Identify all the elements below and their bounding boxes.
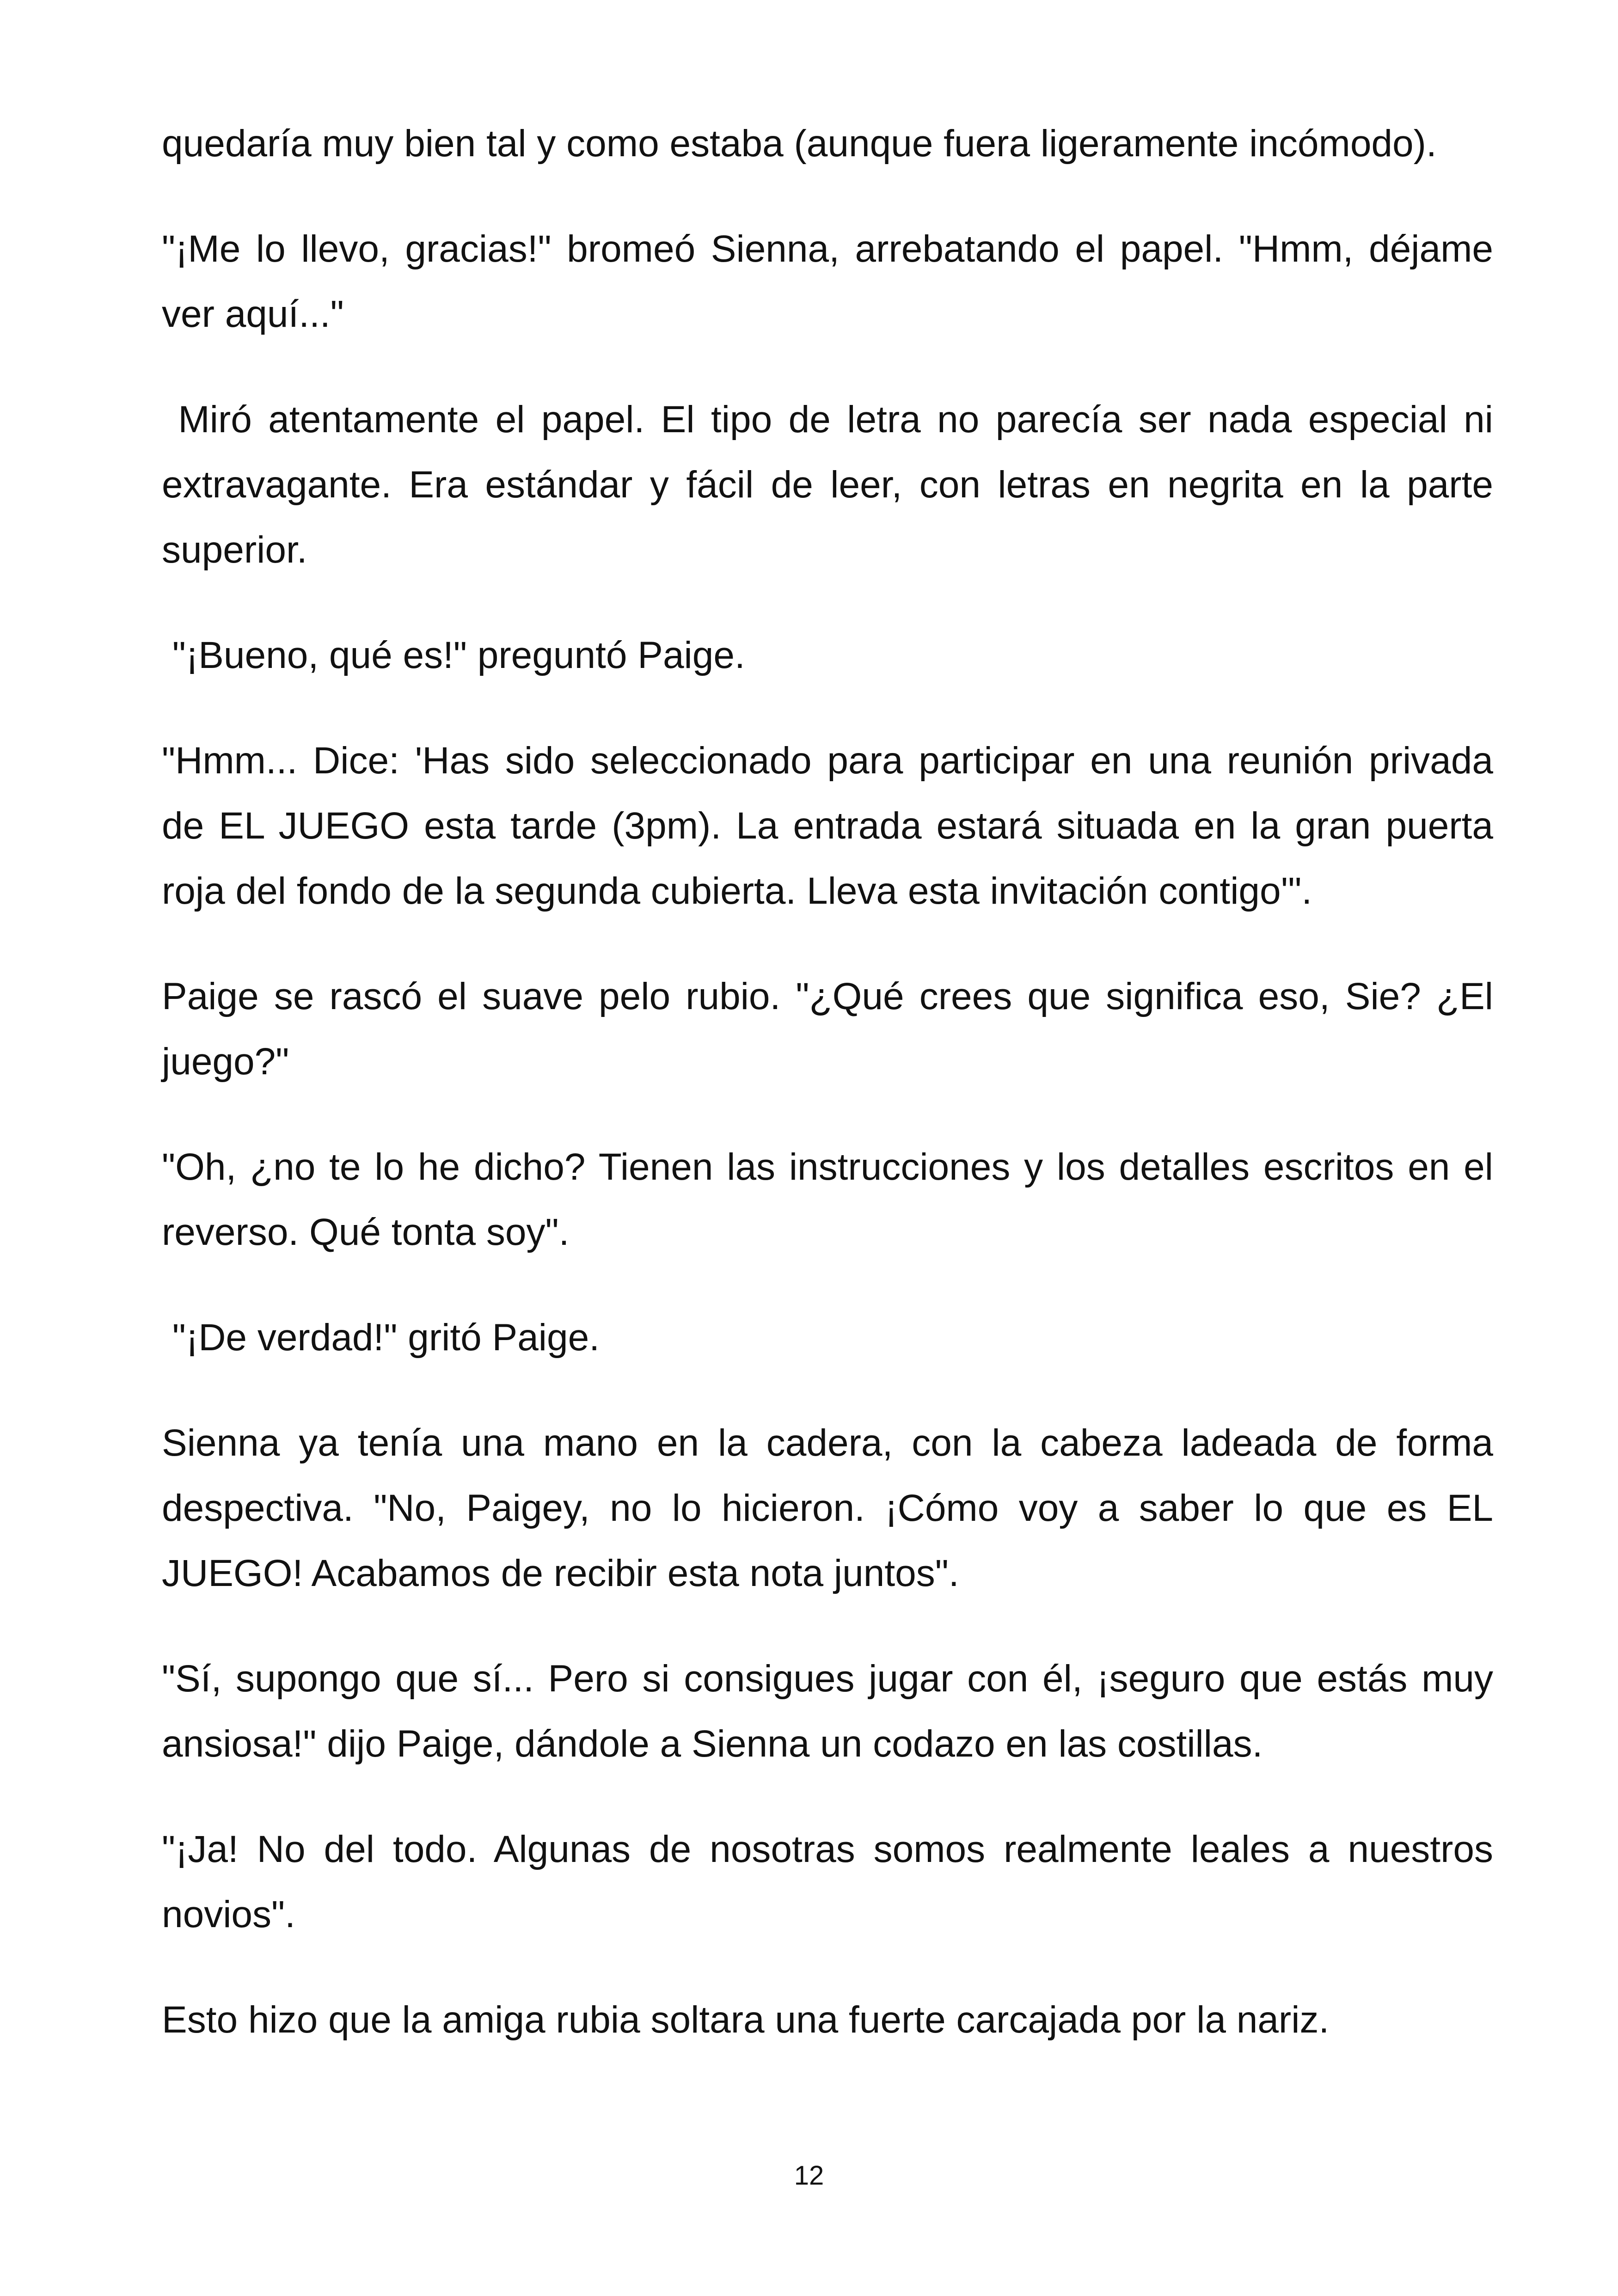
paragraph-3: Miró atentamente el papel. El tipo de letra no parecía ser nada especial ni extravagante. Era estándar y fácil de leer, con letras en negrita en la parte superior. [162,398,1504,571]
paragraph-1: quedaría muy bien tal y como estaba (aunque fuera ligeramente incómodo). [162,122,1437,165]
paragraph-11: "¡Ja! No del todo. Algunas de nosotras somos realmente leales a nuestros novios". [162,1828,1504,1935]
paragraph-8: "¡De verdad!" gritó Paige. [162,1316,600,1359]
paragraph-2: "¡Me lo llevo, gracias!" bromeó Sienna, arrebatando el papel. "Hmm, déjame ver aquí..." [162,228,1504,335]
page-number: 12 [794,2161,824,2191]
paragraph-9: Sienna ya tenía una mano en la cadera, con la cabeza ladeada de forma despectiva. "No, Paigey, no lo hicieron. ¡Cómo voy a saber lo que es EL JUEGO! Acabamos de recibir esta nota juntos". [162,1422,1504,1594]
paragraph-12: Esto hizo que la amiga rubia soltara una fuerte carcajada por la nariz. [162,1999,1330,2041]
paragraph-4: "¡Bueno, qué es!" preguntó Paige. [162,634,745,676]
page-body [162,111,1504,2093]
paragraph-10: "Sí, supongo que sí... Pero si consigues jugar con él, ¡seguro que estás muy ansiosa!" dijo Paige, dándole a Sienna un codazo en las costillas. [162,1658,1504,1765]
paragraph-6: Paige se rascó el suave pelo rubio. "¿Qué crees que significa eso, Sie? ¿El juego?" [162,975,1504,1083]
paragraph-7: "Oh, ¿no te lo he dicho? Tienen las instrucciones y los detalles escritos en el reverso. Qué tonta soy". [162,1146,1504,1253]
paragraph-5: "Hmm... Dice: 'Has sido seleccionado para participar en una reunión privada de EL JUEGO esta tarde (3pm). La entrada estará situada en la gran puerta roja del fondo de la segunda cubierta. Lleva esta invitación contigo'". [162,740,1504,912]
